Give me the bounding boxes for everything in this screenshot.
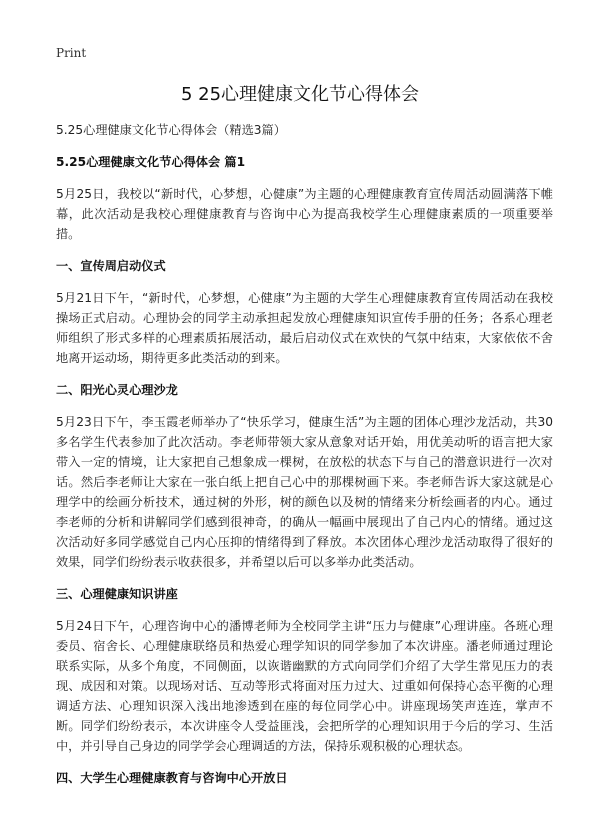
- section-heading-2: 二、阳光心灵心理沙龙: [56, 383, 178, 397]
- part-heading: 5.25心理健康文化节心得体会 篇1: [56, 155, 246, 169]
- section-body-3: 5月24日下午，心理咨询中心的潘博老师为全校同学主讲“压力与健康”心理讲座。各班心理委员、宿舍长、心理健康联络员和热爱心理学知识的同学参加了本次讲座。潘老师通过理论联系实际，从多个角度，不同侧面，以诙谐幽默的方式向同学们介绍了大学生常见压力的表现、成因和对策。以现场对话、互动等形式将面对压力过大、过重如何保持心态平衡的心理调适方法、心理知识深入浅出地渗透到在座的每位同学心中。讲座现场笑声连连，掌声不断。同学们纷纷表示，本次讲座令人受益匪浅，会把所学的心理知识用于今后的学习、生活中，并引导自己身边的同学学会心理调适的方法，保持乐观积极的心理状态。: [56, 619, 553, 753]
- section-heading-3: 三、心理健康知识讲座: [56, 587, 178, 601]
- section-heading-4: 四、大学生心理健康教育与咨询中心开放日: [56, 771, 288, 785]
- intro-paragraph: 5月25日，我校以“新时代，心梦想，心健康”为主题的心理健康教育宣传周活动圆满落下帷幕，此次活动是我校心理健康教育与咨询中心为提高我校学生心理健康素质的一项重要举措。: [56, 187, 553, 241]
- section-body-2: 5月23日下午，李玉霞老师举办了“快乐学习，健康生活”为主题的团体心理沙龙活动，共30多名学生代表参加了此次活动。李老师带领大家从意象对话开始，用优美动听的语言把大家带入一定的情境，让大家把自己想象成一棵树，在放松的状态下与自己的潜意识进行一次对话。然后李老师让大家在一张白纸上把自己心中的那棵树画下来。李老师告诉大家这就是心理学中的绘画分析技术，通过树的外形，树的颜色以及树的情绪来分析绘画者的内心。通过李老师的分析和讲解同学们感到很神奇，的确从一幅画中展现出了自己内心的情绪。通过这次活动好多同学感觉自己内心压抑的情绪得到了释放。本次团体心理沙龙活动取得了很好的效果，同学们纷纷表示收获很多，并希望以后可以多举办此类活动。: [56, 415, 553, 569]
- page-title: 5 25心理健康文化节心得体会: [180, 84, 420, 105]
- print-label[interactable]: Print: [56, 46, 87, 60]
- document-subtitle: 5.25心理健康文化节心得体会（精选3篇）: [56, 123, 286, 137]
- document-body: [56, 120, 553, 800]
- section-body-1: 5月21日下午，“新时代，心梦想，心健康”为主题的大学生心理健康教育宣传周活动在我校操场正式启动。心理协会的同学主动承担起发放心理健康知识宣传手册的任务；各系心理老师组织了形式多样的心理素质拓展活动，最后启动仪式在欢快的气氛中结束，大家依依不舍地离开运动场，期待更多此类活动的到来。: [56, 291, 553, 365]
- section-heading-1: 一、宣传周启动仪式: [56, 259, 166, 273]
